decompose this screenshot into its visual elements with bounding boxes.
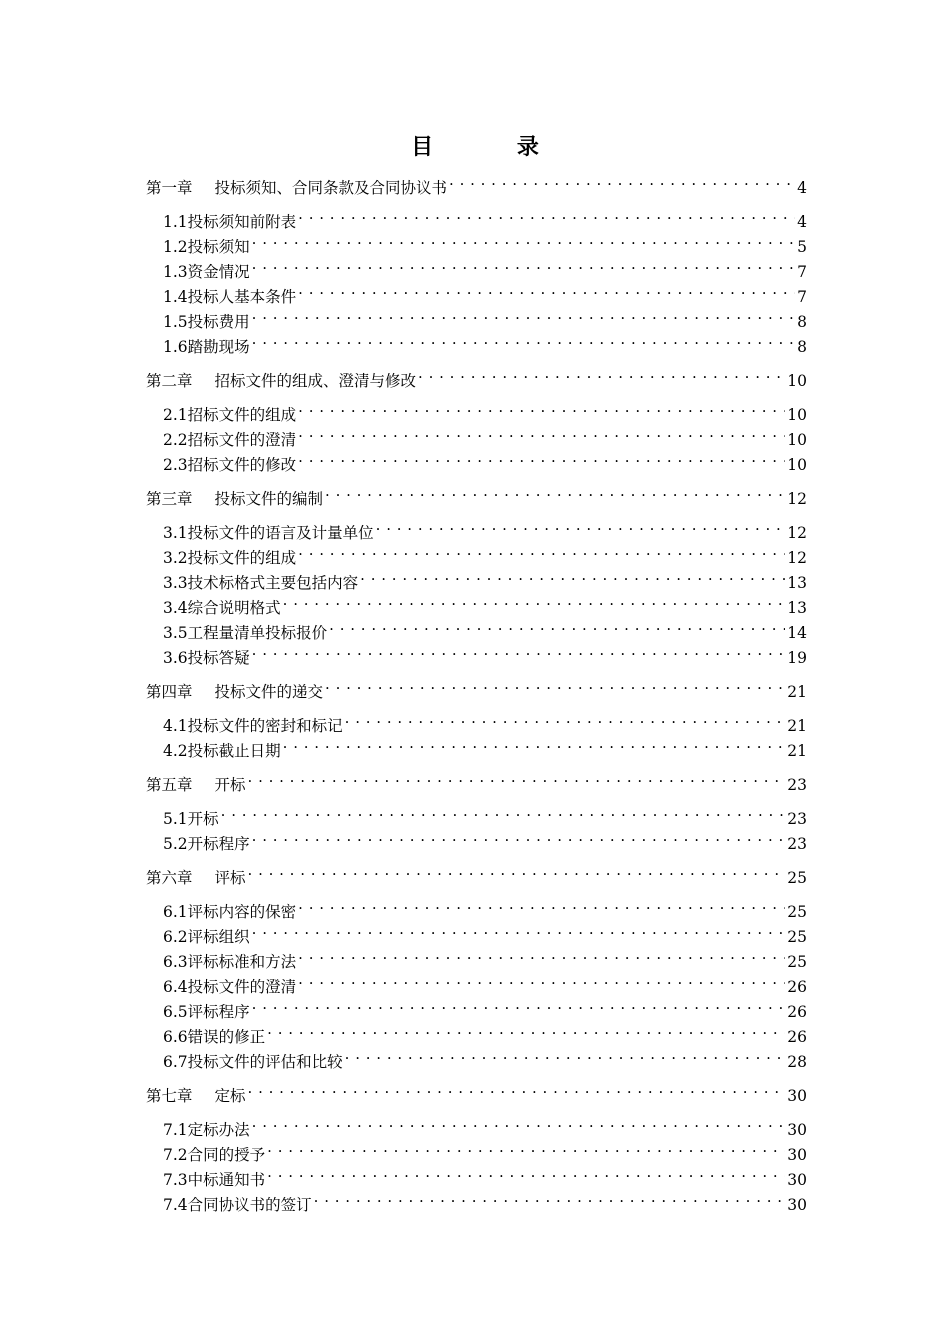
toc-entry-number: 第六章	[146, 869, 193, 887]
toc-entry-number: 7.2	[163, 1146, 188, 1164]
toc-entry-text: 评标标准和方法	[187, 953, 297, 971]
toc-dot-leader	[418, 361, 785, 386]
toc-entry-text: 投标文件的评估和比较	[187, 1053, 343, 1071]
toc-chapter-entry[interactable]	[146, 479, 807, 508]
toc-entry-number: 5.1	[163, 810, 188, 828]
toc-chapter-entry[interactable]	[146, 168, 807, 197]
toc-entry-text: 投标文件的组成	[187, 549, 297, 567]
toc-section-entry[interactable]	[146, 1110, 807, 1139]
toc-dot-leader	[298, 395, 785, 420]
toc-dot-leader	[325, 479, 785, 504]
toc-entry-label	[146, 1084, 246, 1109]
toc-entry-text: 招标文件的澄清	[187, 431, 297, 449]
toc-chapter-entry[interactable]	[146, 361, 807, 390]
toc-entry-label	[146, 646, 250, 671]
toc-entry-number: 2.2	[163, 431, 188, 449]
toc-dot-leader	[345, 1042, 786, 1067]
toc-page-number: 26	[787, 978, 807, 996]
toc-dot-leader	[252, 992, 786, 1017]
toc-entry-number: 2.1	[163, 406, 188, 424]
toc-entry-label	[146, 950, 296, 975]
toc-page-number: 21	[787, 742, 807, 760]
toc-entry-label	[146, 832, 250, 857]
toc-entry-label	[146, 453, 296, 478]
toc-page-number: 30	[787, 1196, 807, 1214]
toc-entry-number: 7.3	[163, 1171, 188, 1189]
toc-page-number: 7	[797, 288, 807, 306]
toc-dot-leader	[221, 799, 786, 824]
toc-page-number: 25	[787, 953, 807, 971]
toc-entry-label	[146, 680, 323, 705]
toc-page-number: 19	[787, 649, 807, 667]
toc-dot-leader	[298, 420, 785, 445]
toc-section-entry[interactable]	[146, 202, 807, 231]
toc-entry-text: 工程量清单投标报价	[187, 624, 328, 642]
toc-entry-text: 中标通知书	[187, 1171, 266, 1189]
toc-entry-label	[146, 403, 296, 428]
toc-entry-text: 招标文件的组成、澄清与修改	[214, 372, 417, 390]
toc-entry-text: 踏勘现场	[187, 338, 250, 356]
toc-entry-text: 投标须知、合同条款及合同协议书	[214, 179, 448, 197]
toc-entry-label	[146, 310, 250, 335]
toc-page-number: 26	[787, 1028, 807, 1046]
toc-entry-text: 投标须知前附表	[187, 213, 297, 231]
toc-entry-text: 评标内容的保密	[187, 903, 297, 921]
toc-page-number: 8	[797, 338, 807, 356]
toc-entry-text: 资金情况	[187, 263, 250, 281]
toc-entry-number: 4.2	[163, 742, 188, 760]
toc-dot-leader	[248, 765, 786, 790]
toc-section-entry[interactable]	[146, 892, 807, 921]
toc-entry-number: 3.2	[163, 549, 188, 567]
toc-page-number: 26	[787, 1003, 807, 1021]
toc-entry-number: 6.4	[163, 978, 188, 996]
toc-entry-text: 开标	[214, 776, 246, 794]
toc-page-number: 21	[787, 717, 807, 735]
toc-entry-text: 招标文件的修改	[187, 456, 297, 474]
toc-entry-number: 第七章	[146, 1087, 193, 1105]
toc-entry-label	[146, 596, 281, 621]
toc-chapter-entry[interactable]	[146, 1076, 807, 1105]
toc-dot-leader	[252, 327, 795, 352]
toc-dot-leader	[298, 942, 785, 967]
toc-entry-text: 评标程序	[187, 1003, 250, 1021]
toc-entry-number: 第四章	[146, 683, 193, 701]
toc-entry-number: 1.4	[163, 288, 188, 306]
toc-dot-leader	[360, 563, 785, 588]
toc-entry-text: 投标须知	[187, 238, 250, 256]
toc-entry-label	[146, 1143, 265, 1168]
toc-entry-label	[146, 1050, 343, 1075]
toc-section-entry[interactable]	[146, 395, 807, 424]
toc-dot-leader	[252, 824, 786, 849]
toc-entry-text: 投标文件的澄清	[187, 978, 297, 996]
toc-entry-text: 投标文件的语言及计量单位	[187, 524, 374, 542]
toc-page-number: 7	[797, 263, 807, 281]
toc-entry-number: 3.6	[163, 649, 188, 667]
toc-entry-label	[146, 866, 246, 891]
toc-entry-number: 第三章	[146, 490, 193, 508]
toc-dot-leader	[449, 168, 795, 193]
toc-section-entry[interactable]	[146, 824, 807, 853]
toc-entry-label	[146, 1193, 312, 1218]
toc-dot-leader	[252, 638, 786, 663]
toc-entry-text: 错误的修正	[187, 1028, 266, 1046]
toc-page-number: 25	[787, 928, 807, 946]
toc-dot-leader	[298, 967, 785, 992]
toc-dot-leader	[267, 1135, 785, 1160]
toc-entry-text: 评标	[214, 869, 246, 887]
toc-entry-text: 评标组织	[187, 928, 250, 946]
toc-entry-number: 6.1	[163, 903, 188, 921]
toc-dot-leader	[252, 227, 795, 252]
toc-page-number: 4	[797, 179, 807, 197]
toc-dot-leader	[283, 731, 786, 756]
toc-chapter-entry[interactable]	[146, 765, 807, 794]
toc-chapter-entry[interactable]	[146, 858, 807, 887]
toc-entry-text: 定标办法	[187, 1121, 250, 1139]
toc-entry-number: 1.5	[163, 313, 188, 331]
toc-entry-number: 2.3	[163, 456, 188, 474]
toc-entry-label	[146, 1025, 265, 1050]
toc-page-number: 23	[787, 810, 807, 828]
toc-page-number: 14	[787, 624, 807, 642]
toc-entry-number: 7.4	[163, 1196, 188, 1214]
toc-entry-text: 投标截止日期	[187, 742, 281, 760]
toc-entry-text: 投标文件的密封和标记	[187, 717, 343, 735]
toc-dot-leader	[252, 302, 795, 327]
toc-page-number: 10	[787, 406, 807, 424]
toc-entry-label	[146, 773, 246, 798]
toc-dot-leader	[283, 588, 786, 613]
toc-dot-leader	[298, 538, 785, 563]
toc-page-number: 25	[787, 903, 807, 921]
toc-dot-leader	[325, 672, 785, 697]
toc-page-number: 28	[787, 1053, 807, 1071]
toc-dot-leader	[267, 1160, 785, 1185]
toc-entry-text: 技术标格式主要包括内容	[187, 574, 359, 592]
toc-dot-leader	[298, 445, 785, 470]
toc-section-entry[interactable]	[146, 799, 807, 828]
toc-entry-text: 综合说明格式	[187, 599, 281, 617]
toc-page-number: 23	[787, 835, 807, 853]
toc-entry-label	[146, 335, 250, 360]
toc-entry-number: 5.2	[163, 835, 188, 853]
toc-dot-leader	[314, 1185, 786, 1210]
toc-entry-text: 投标答疑	[187, 649, 250, 667]
toc-entry-number: 6.3	[163, 953, 188, 971]
toc-entry-text: 投标文件的编制	[214, 490, 324, 508]
toc-section-entry[interactable]	[146, 513, 807, 542]
toc-entry-text: 开标	[187, 810, 219, 828]
toc-entry-label	[146, 369, 416, 394]
toc-entry-number: 6.6	[163, 1028, 188, 1046]
toc-page-number: 30	[787, 1171, 807, 1189]
toc-entry-label	[146, 925, 250, 950]
toc-entry-label	[146, 1118, 250, 1143]
toc-entry-number: 4.1	[163, 717, 188, 735]
toc-entry-label	[146, 807, 219, 832]
toc-entry-number: 7.1	[163, 1121, 188, 1139]
toc-page-number: 30	[787, 1121, 807, 1139]
toc-entry-text: 招标文件的组成	[187, 406, 297, 424]
toc-entry-number: 第五章	[146, 776, 193, 794]
toc-dot-leader	[248, 858, 786, 883]
toc-entry-text: 定标	[214, 1087, 246, 1105]
toc-page-number: 10	[787, 431, 807, 449]
toc-page-number: 12	[787, 549, 807, 567]
toc-entry-label	[146, 739, 281, 764]
toc-page-number: 10	[787, 456, 807, 474]
toc-dot-leader	[248, 1076, 786, 1101]
toc-entry-number: 1.2	[163, 238, 188, 256]
toc-page-number: 4	[797, 213, 807, 231]
toc-dot-leader	[329, 613, 785, 638]
toc-page-number: 30	[787, 1146, 807, 1164]
toc-page-number: 13	[787, 599, 807, 617]
toc-entry-text: 投标费用	[187, 313, 250, 331]
toc-entry-text: 合同协议书的签订	[187, 1196, 312, 1214]
toc-page-number: 12	[787, 490, 807, 508]
toc-dot-leader	[267, 1017, 785, 1042]
toc-entry-label	[146, 176, 447, 201]
toc-dot-leader	[298, 202, 795, 227]
toc-entry-number: 3.4	[163, 599, 188, 617]
toc-title: 目 录	[411, 134, 577, 160]
toc-entry-label	[146, 1000, 250, 1025]
toc-entry-label	[146, 235, 250, 260]
table-of-contents	[146, 168, 807, 1214]
toc-page-number: 5	[797, 238, 807, 256]
toc-page-number: 23	[787, 776, 807, 794]
toc-entry-label	[146, 546, 296, 571]
toc-dot-leader	[298, 892, 785, 917]
toc-entry-number: 1.3	[163, 263, 188, 281]
toc-entry-text: 投标文件的递交	[214, 683, 324, 701]
toc-dot-leader	[345, 706, 786, 731]
toc-page-number: 30	[787, 1087, 807, 1105]
toc-entry-label	[146, 1168, 265, 1193]
toc-entry-number: 6.7	[163, 1053, 188, 1071]
toc-page-number: 13	[787, 574, 807, 592]
toc-page-number: 25	[787, 869, 807, 887]
toc-entry-number: 1.1	[163, 213, 188, 231]
toc-entry-text: 开标程序	[187, 835, 250, 853]
toc-entry-number: 第一章	[146, 179, 193, 197]
toc-entry-number: 1.6	[163, 338, 188, 356]
toc-page-number: 12	[787, 524, 807, 542]
toc-entry-label	[146, 260, 250, 285]
toc-dot-leader	[298, 277, 795, 302]
toc-dot-leader	[252, 252, 795, 277]
toc-entry-number: 第二章	[146, 372, 193, 390]
toc-entry-number: 6.5	[163, 1003, 188, 1021]
toc-dot-leader	[252, 917, 786, 942]
toc-dot-leader	[376, 513, 786, 538]
toc-page-number: 21	[787, 683, 807, 701]
toc-entry-label	[146, 428, 296, 453]
toc-dot-leader	[252, 1110, 786, 1135]
toc-entry-text: 投标人基本条件	[187, 288, 297, 306]
toc-entry-number: 3.1	[163, 524, 188, 542]
toc-entry-label	[146, 487, 323, 512]
toc-entry-number: 3.3	[163, 574, 188, 592]
toc-entry-number: 3.5	[163, 624, 188, 642]
toc-entry-text: 合同的授予	[187, 1146, 266, 1164]
toc-chapter-entry[interactable]	[146, 672, 807, 701]
toc-page-number: 10	[787, 372, 807, 390]
toc-section-entry[interactable]	[146, 706, 807, 735]
toc-page-number: 8	[797, 313, 807, 331]
toc-entry-number: 6.2	[163, 928, 188, 946]
